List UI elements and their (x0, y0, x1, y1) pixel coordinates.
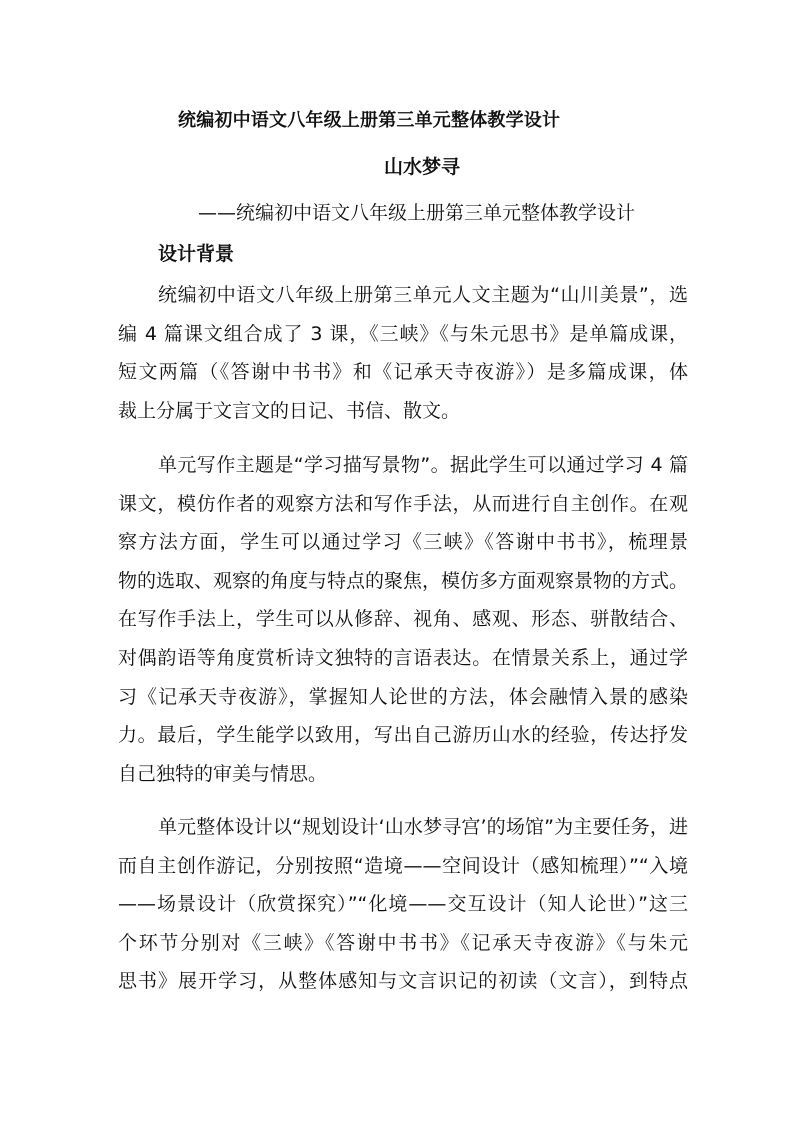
paragraph-line: 个环节分别对《三峡》《答谢中书书》《记承天寺夜游》《与朱元 (118, 931, 688, 954)
paragraph-line: 自己独特的审美与情思。 (118, 762, 328, 785)
paragraph-line: 课文，模仿作者的观察方法和写作手法，从而进行自主创作。在观 (118, 492, 688, 515)
main-title: 山水梦寻 (384, 156, 461, 178)
paragraph-line: ——场景设计（欣赏探究）”“化境——交互设计（知人论世）”这三 (118, 893, 688, 916)
paragraph-line: 统编初中语文八年级上册第三单元人文主题为“山川美景”，选 (158, 284, 688, 306)
paragraph-line: 而自主创作游记，分别按照“造境——空间设计（感知梳理）”“入境 (118, 854, 688, 877)
paragraph-line: 力。最后，学生能学以致用，写出自己游历山水的经验，传达抒发 (118, 724, 688, 747)
paragraph-line: 物的选取、观察的角度与特点的聚焦，模仿多方面观察景物的方式。 (118, 569, 689, 592)
paragraph-line: 裁上分属于文言文的日记、书信、散文。 (118, 399, 461, 422)
paragraph-line: 思书》展开学习，从整体感知与文言识记的初读（文言），到特点 (118, 970, 688, 993)
paragraph-line: 单元写作主题是“学习描写景物”。据此学生可以通过学习 4 篇 (158, 454, 688, 476)
paragraph-line: 单元整体设计以“规划设计‘山水梦寻宫’的场馆”为主要任务，进 (158, 816, 688, 838)
paragraph-line: 对偶韵语等角度赏析诗文独特的言语表达。在情景关系上，通过学 (118, 646, 688, 669)
paragraph-line: 察方法方面，学生可以通过学习《三峡》《答谢中书书》，梳理景 (118, 531, 688, 554)
paragraph-2 (118, 446, 688, 793)
section-heading: 设计背景 (158, 243, 235, 265)
paragraph-3 (118, 808, 688, 1001)
paragraph-1 (118, 276, 688, 430)
paragraph-line: 短文两篇（《答谢中书书》和《记承天寺夜游》）是多篇成课，体 (118, 361, 688, 384)
paragraph-line: 在写作手法上，学生可以从修辞、视角、感观、形态、骈散结合、 (118, 608, 688, 631)
paragraph-line: 编 4 篇课文组合成了 3 课，《三峡》《与朱元思书》是单篇成课， (118, 322, 688, 345)
document-title: 统编初中语文八年级上册第三单元整体教学设计 (178, 110, 561, 131)
paragraph-line: 习《记承天寺夜游》，掌握知人论世的方法，体会融情入景的感染 (118, 685, 688, 708)
subtitle: ——统编初中语文八年级上册第三单元整体教学设计 (198, 202, 636, 224)
